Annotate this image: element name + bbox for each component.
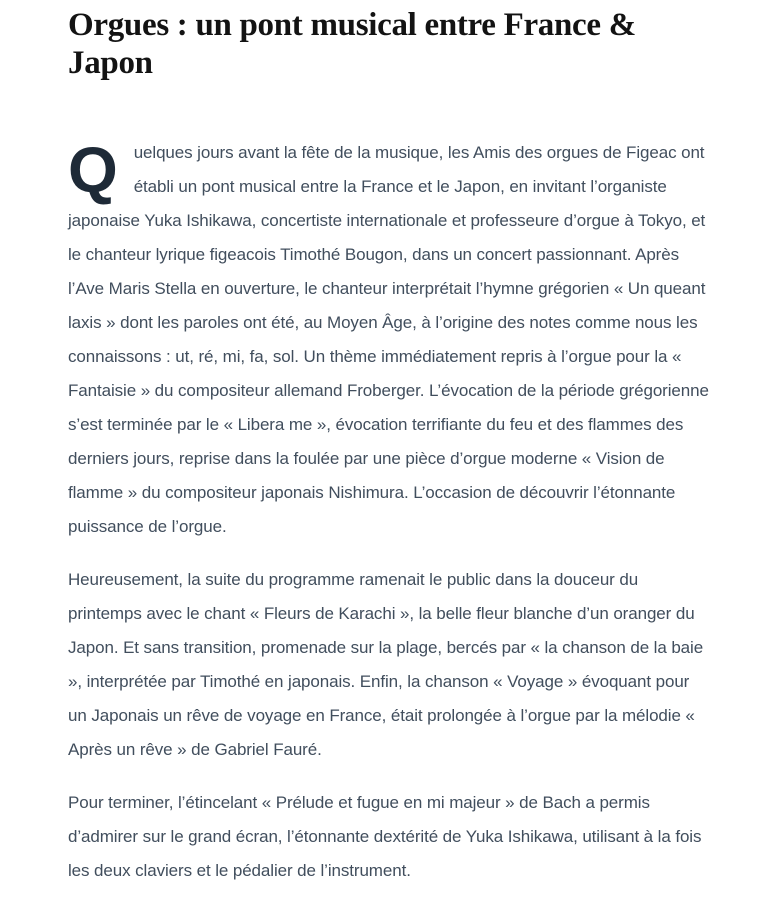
article-paragraph-3: Pour terminer, l’étincelant « Prélude et fugue en mi majeur » de Bach a permis d’admirer sur le grand écran, l’étonnante dextérité de Yuka Ishikawa, utilisant à la fois les deux claviers et le pédalier de l’instrument. (68, 793, 702, 880)
article-title: Orgues : un pont musical entre France & Japon (68, 7, 636, 81)
dropcap-letter: Q (68, 134, 118, 206)
article-body (68, 136, 710, 888)
article-paragraph-2: Heureusement, la suite du programme ramenait le public dans la douceur du printemps avec le chant « Fleurs de Karachi », la belle fleur blanche d’un oranger du Japon. Et sans transition, promenade sur la plage, bercés par « la chanson de la baie », interprétée par Timothé en japonais. Enfin, la chanson « Voyage » évoquant pour un Japonais un rêve de voyage en France, était prolongée à l’orgue par la mélodie « Après un rêve » de Gabriel Fauré. (68, 570, 704, 759)
article-paragraph-1 (68, 136, 710, 544)
paragraph-1-text: uelques jours avant la fête de la musique, les Amis des orgues de Figeac ont établi un pont musical entre la France et le Japon, en invitant l’organiste japonaise Yuka Ishikawa, concertiste internationale et professeure d’orgue à Tokyo, et le chanteur lyrique figeacois Timothé Bougon, dans un concert passionnant. Après l’Ave Maris Stella en ouverture, le chanteur interprétait l’hymne grégorien « Un queant laxis » dont les paroles ont été, au Moyen Âge, à l’origine des notes comme nous les connaissons : ut, ré, mi, fa, sol. Un thème immédiatement repris à l’orgue pour la « Fantaisie » du compositeur allemand Froberger. L’évocation de la période grégorienne s’est terminée par le « Libera me », évocation terrifiante du feu et des flammes des derniers jours, reprise dans la foulée par une pièce d’orgue moderne « Vision de flamme » du compositeur japonais Nishimura. L’occasion de découvrir l’étonnante puissance de l’orgue. (68, 143, 709, 536)
